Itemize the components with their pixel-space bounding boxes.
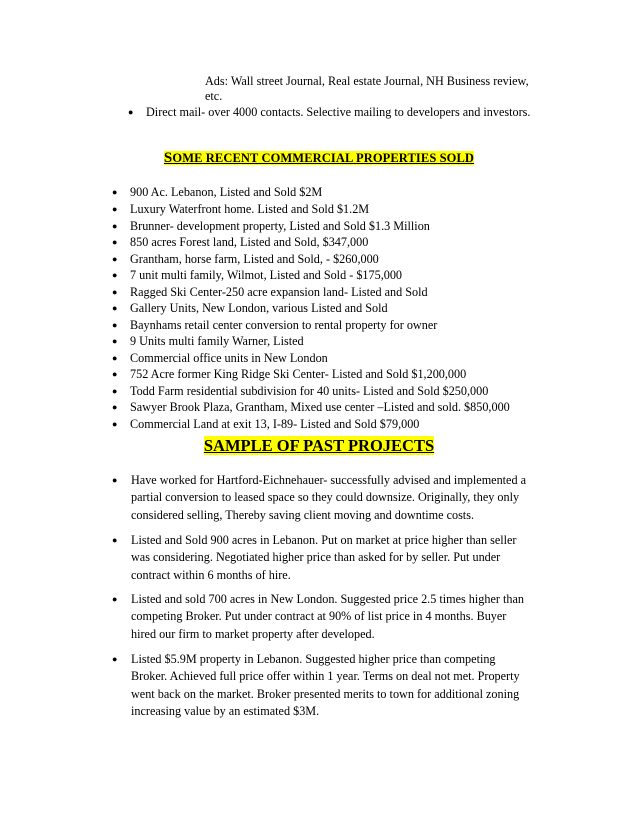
- sold-list-item: Commercial office units in New London: [130, 351, 328, 365]
- sold-list-item: Ragged Ski Center-250 acre expansion land- Listed and Sold: [130, 285, 428, 299]
- bullet-icon: ●: [112, 287, 118, 297]
- projects-section-heading: [0, 436, 638, 456]
- project-item: [131, 591, 561, 643]
- bullet-icon: ●: [112, 204, 118, 214]
- bullet-icon: ●: [112, 535, 118, 545]
- project-line: partial conversion to leased space so they could downsize. Originally, they only: [131, 490, 520, 505]
- project-line: increasing value by an estimated $3M.: [131, 703, 320, 718]
- sold-list-item: Todd Farm residential subdivision for 40 units- Listed and Sold $250,000: [130, 384, 489, 398]
- sold-heading-rest: OME RECENT COMMERCIAL PROPERTIES SOLD: [172, 151, 475, 165]
- sold-list-item: 850 acres Forest land, Listed and Sold, $347,000: [130, 235, 369, 249]
- project-line: considered selling, Thereby saving client moving and downtime costs.: [131, 507, 474, 522]
- sold-list-item: 900 Ac. Lebanon, Listed and Sold $2M: [130, 185, 323, 199]
- bullet-icon: ●: [112, 254, 118, 264]
- sold-list-item: Gallery Units, New London, various Listed and Sold: [130, 301, 388, 315]
- sold-list-item: 9 Units multi family Warner, Listed: [130, 334, 304, 348]
- bullet-icon: ●: [112, 353, 118, 363]
- project-item: [131, 532, 561, 584]
- bullet-icon: ●: [112, 270, 118, 280]
- sold-list-item: Sawyer Brook Plaza, Grantham, Mixed use center –Listed and sold. $850,000: [130, 400, 510, 414]
- sold-list-item: Brunner- development property, Listed and Sold $1.3 Million: [130, 219, 430, 233]
- ads-line-2: etc.: [205, 89, 223, 103]
- bullet-icon: ●: [112, 386, 118, 396]
- bullet-icon: ●: [112, 654, 118, 664]
- bullet-icon: ●: [112, 336, 118, 346]
- project-line: Broker. Achieved full price offer within 1 year. Terms on deal not met. Property: [131, 669, 520, 684]
- project-line: contract within 6 months of hire.: [131, 567, 291, 582]
- project-line: Listed and Sold 900 acres in Lebanon. Put on market at price higher than seller: [131, 533, 517, 547]
- bullet-icon: ●: [112, 594, 118, 604]
- bullet-icon: ●: [112, 402, 118, 412]
- bullet-icon: ●: [112, 419, 118, 429]
- project-line: was considering. Negotiated higher price than asked for by seller. Put under: [131, 550, 501, 565]
- ads-line-1: Ads: Wall street Journal, Real estate Journal, NH Business review,: [205, 74, 529, 88]
- projects-heading-text: SAMPLE OF PAST PROJECTS: [203, 436, 435, 455]
- sold-list-item: Grantham, horse farm, Listed and Sold, - $260,000: [130, 252, 379, 266]
- bullet-icon: ●: [112, 320, 118, 330]
- direct-mail-item: Direct mail- over 4000 contacts. Selective mailing to developers and investors.: [146, 105, 531, 119]
- project-line: competing Broker. Put under contract at 90% of list price in 4 months. Buyer: [131, 609, 507, 624]
- bullet-icon: ●: [112, 187, 118, 197]
- project-line: hired our firm to market property after developed.: [131, 626, 375, 641]
- sold-list-item: Commercial Land at exit 13, I-89- Listed and Sold $79,000: [130, 417, 420, 431]
- sold-list-item: Baynhams retail center conversion to rental property for owner: [130, 318, 438, 332]
- bullet-icon: ●: [112, 475, 118, 485]
- sold-list-item: 7 unit multi family, Wilmot, Listed and Sold - $175,000: [130, 268, 403, 282]
- bullet-icon: ●: [112, 303, 118, 313]
- bullet-icon: ●: [128, 107, 134, 117]
- project-line: Listed and sold 700 acres in New London. Suggested price 2.5 times higher than: [131, 592, 524, 606]
- project-item: [131, 472, 561, 524]
- sold-heading-initial: S: [163, 150, 173, 166]
- sold-section-heading: [0, 150, 638, 167]
- bullet-icon: ●: [112, 221, 118, 231]
- project-line: went back on the market. Broker presented merits to town for additional zoning: [131, 686, 520, 701]
- project-line: Listed $5.9M property in Lebanon. Suggested higher price than competing: [131, 652, 496, 666]
- sold-list-item: Luxury Waterfront home. Listed and Sold $1.2M: [130, 202, 370, 216]
- bullet-icon: ●: [112, 369, 118, 379]
- project-line: Have worked for Hartford-Eichnehauer- successfully advised and implemented a: [131, 473, 527, 487]
- bullet-icon: ●: [112, 237, 118, 247]
- sold-list-item: 752 Acre former King Ridge Ski Center- Listed and Sold $1,200,000: [130, 367, 467, 381]
- project-item: [131, 651, 561, 720]
